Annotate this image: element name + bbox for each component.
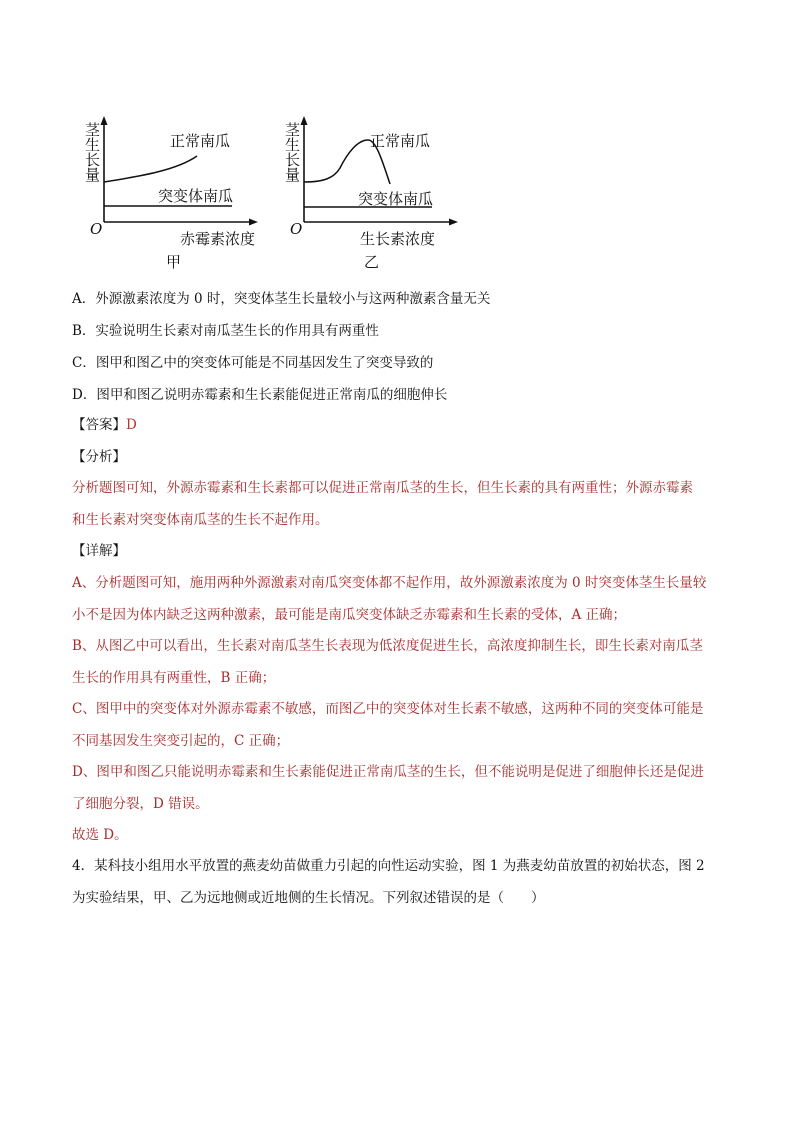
x-axis-label: 生长素浓度	[360, 230, 436, 248]
y-axis-label: 茎生长量	[83, 122, 101, 182]
detail-head: 【详解】	[72, 543, 126, 559]
x-axis-arrow	[249, 219, 258, 226]
analysis-head: 【分析】	[72, 449, 126, 465]
option-b: B．实验说明生长素对南瓜茎生长的作用具有两重性	[72, 323, 379, 339]
detail-line-1: A、分析题图可知，施用两种外源激素对南瓜突变体都不起作用，故外源激素浓度为 0 时突变体茎生长量较	[72, 575, 707, 591]
curve-mutant-label: 突变体南瓜	[158, 187, 234, 205]
detail-line-2: 小不是因为体内缺乏这两种激素，最可能是南瓜突变体缺乏赤霉素和生长素的受体，A 正确；	[72, 607, 627, 623]
x-axis-label: 赤霉素浓度	[180, 230, 256, 248]
answer-value: D	[126, 417, 137, 433]
option-a: A．外源激素浓度为 0 时，突变体茎生长量较小与这两种激素含量无关	[72, 291, 491, 307]
option-d: D．图甲和图乙说明赤霉素和生长素能促进正常南瓜的细胞伸长	[72, 387, 448, 403]
x-axis-arrow	[449, 219, 458, 226]
question4-line-1: 4．某科技小组用水平放置的燕麦幼苗做重力引起的向性运动实验，图 1 为燕麦幼苗放置的初始状态，图 2	[72, 858, 705, 874]
origin-label: O	[90, 220, 103, 238]
detail-line-7: D、图甲和图乙只能说明赤霉素和生长素能促进正常南瓜茎的生长，但不能说明是促进了细胞伸长还是促进	[72, 764, 704, 780]
analysis-line-2: 和生长素对突变体南瓜茎的生长不起作用。	[72, 512, 329, 528]
question4-line-2: 为实验结果，甲、乙为远地侧或近地侧的生长情况。下列叙述错误的是（ ）	[72, 890, 545, 906]
figure-caption: 甲	[166, 253, 182, 271]
y-axis-arrow	[301, 116, 308, 125]
curve-normal-label: 正常南瓜	[370, 132, 431, 150]
detail-line-8: 了细胞分裂，D 错误。	[72, 796, 209, 812]
option-c: C．图甲和图乙中的突变体可能是不同基因发生了突变导致的	[72, 355, 434, 371]
figure-graphs	[82, 112, 462, 278]
curve-normal	[104, 156, 197, 182]
analysis-line-1: 分析题图可知，外源赤霉素和生长素都可以促进正常南瓜茎的生长，但生长素的具有两重性；外源赤霉素	[72, 480, 693, 496]
graph-jia	[82, 112, 262, 278]
detail-line-3: B、从图乙中可以看出，生长素对南瓜茎生长表现为低浓度促进生长，高浓度抑制生长，即生长素对南瓜茎	[72, 638, 703, 654]
detail-line-6: 不同基因发生突变引起的，C 正确；	[72, 733, 290, 749]
answer-line	[72, 416, 137, 434]
detail-line-9: 故选 D。	[72, 827, 128, 843]
detail-line-4: 生长的作用具有两重性，B 正确；	[72, 670, 276, 686]
origin-label: O	[290, 220, 303, 238]
curve-mutant-label: 突变体南瓜	[358, 190, 434, 208]
graph-yi	[282, 112, 462, 278]
y-axis-label: 茎生长量	[283, 122, 301, 182]
curve-normal-label: 正常南瓜	[170, 132, 231, 150]
y-axis-arrow	[101, 116, 108, 125]
figure-caption: 乙	[364, 253, 380, 271]
answer-head: 【答案】	[72, 417, 126, 433]
detail-line-5: C、图甲中的突变体对外源赤霉素不敏感，而图乙中的突变体对生长素不敏感，这两种不同的突变体可能是	[72, 701, 704, 717]
